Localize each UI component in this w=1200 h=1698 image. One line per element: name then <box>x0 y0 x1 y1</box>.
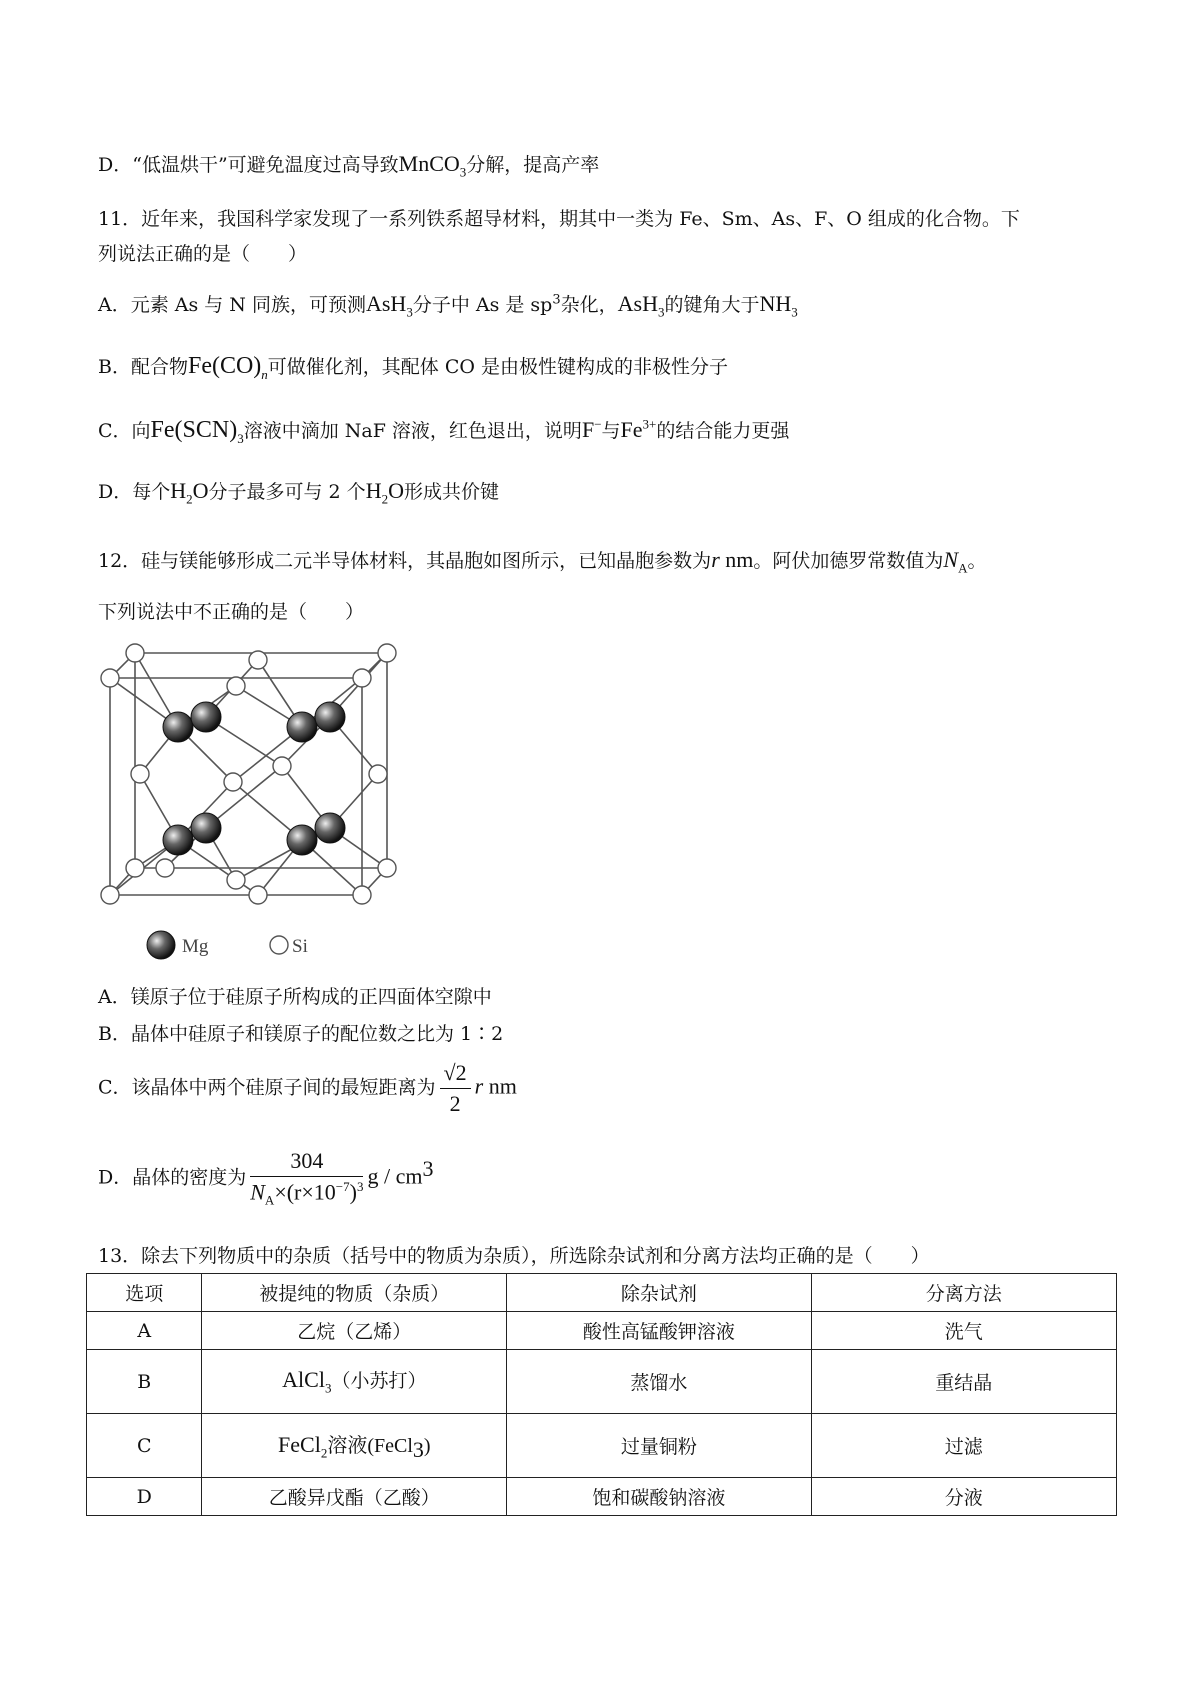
table-row <box>87 1478 1117 1516</box>
q13-table <box>86 1273 1117 1516</box>
mg-atom <box>315 702 345 732</box>
mg-atom <box>315 813 345 843</box>
q12-option-b: B．晶体中硅原子和镁原子的配位数之比为 1∶2 <box>98 1023 504 1045</box>
q12-stem-line1: 12．硅与镁能够形成二元半导体材料，其晶胞如图所示，已知晶胞参数为r nm。阿伏加德罗常数值为$N_A$。 <box>98 547 987 576</box>
si-legend-label: Si <box>292 936 308 957</box>
header-option: 选项 <box>87 1274 202 1312</box>
cell-method: 重结晶 <box>811 1350 1116 1414</box>
mg-legend-label: Mg <box>182 936 209 957</box>
si-atom <box>101 886 119 904</box>
si-atom <box>227 677 245 695</box>
si-atom <box>378 644 396 662</box>
mg-legend-icon <box>147 931 175 959</box>
q11-option-a: A．元素 As 与 N 同族，可预测AsH$_3$分子中 As 是 $sp^3$杂化，AsH$_3$的键角大于$NH_3$ <box>98 291 798 320</box>
si-atom <box>353 886 371 904</box>
si-legend-icon <box>270 936 288 954</box>
si-atom <box>369 765 387 783</box>
header-reagent: 除杂试剂 <box>507 1274 811 1312</box>
mg-atom <box>163 712 193 742</box>
q11-option-c: C．向$Fe(SCN)_3$溶液中滴加 NaF 溶液，红色退出，说明F−与$Fe^{3+}$的结合能力更强 <box>98 416 790 446</box>
si-atom <box>126 644 144 662</box>
cell-method: 分液 <box>811 1478 1116 1516</box>
mg-atom <box>287 825 317 855</box>
si-atom <box>101 669 119 687</box>
cell-reagent: 蒸馏水 <box>507 1350 811 1414</box>
q12-option-c: C．该晶体中两个硅原子间的最短距离为 $\frac{√2}{2}$ r nm <box>98 1060 517 1116</box>
cell-substance: FeCl$_2$溶液(FeCl$_3$) <box>202 1414 507 1478</box>
q11-option-b: B．配合物$Fe(CO)_n$可做催化剂，其配体 CO 是由极性键构成的非极性分子 <box>98 353 728 382</box>
si-atom <box>224 773 242 791</box>
cell-reagent: 饱和碳酸钠溶液 <box>507 1478 811 1516</box>
si-atom <box>273 757 291 775</box>
q13-stem: 13．除去下列物质中的杂质（括号中的物质为杂质），所选除杂试剂和分离方法均正确的是（ ） <box>98 1245 930 1267</box>
q12-option-d: D．晶体的密度为 $\frac{304}{N_A\times(r\times 10^{-7})^3}$ g / $cm^3$ <box>98 1148 434 1208</box>
mnco3-formula: MnCO$_3$ <box>398 151 467 180</box>
si-atom <box>353 669 371 687</box>
table-header-row <box>87 1274 1117 1312</box>
cell-substance: AlCl$_3$（小苏打） <box>202 1350 507 1414</box>
q11-stem-line2: 列说法正确的是（ ） <box>98 243 308 265</box>
si-atom <box>227 871 245 889</box>
cell-option: D <box>87 1478 202 1516</box>
cell-reagent: 过量铜粉 <box>507 1414 811 1478</box>
mg-atom <box>287 712 317 742</box>
table-row <box>87 1312 1117 1350</box>
mg-atom <box>191 702 221 732</box>
mg-atom <box>163 825 193 855</box>
table-row <box>87 1350 1117 1414</box>
cell-option: B <box>87 1350 202 1414</box>
si-atom <box>249 886 267 904</box>
cell-option: C <box>87 1414 202 1478</box>
cell-substance: 乙酸异戊酯（乙酸） <box>202 1478 507 1516</box>
q12-option-a: A．镁原子位于硅原子所构成的正四面体空隙中 <box>98 986 492 1008</box>
si-atom <box>126 859 144 877</box>
q12-stem-line2: 下列说法中不正确的是（ ） <box>98 601 365 623</box>
q11-option-d: D．每个$H_2O$分子最多可与 2 个$H_2O$形成共价键 <box>98 478 499 507</box>
table-row <box>87 1414 1117 1478</box>
q10-option-d-text: D．“低温烘干”可避免温度过高导致 <box>98 154 399 176</box>
crystal-cell-figure <box>96 640 426 960</box>
cell-reagent: 酸性高锰酸钾溶液 <box>507 1312 811 1350</box>
header-method: 分离方法 <box>811 1274 1116 1312</box>
si-atom <box>156 859 174 877</box>
si-atom <box>131 765 149 783</box>
mg-atom <box>191 813 221 843</box>
figure-legend <box>140 925 340 965</box>
cell-option: A <box>87 1312 202 1350</box>
cell-substance: 乙烷（乙烯） <box>202 1312 507 1350</box>
cell-method: 洗气 <box>811 1312 1116 1350</box>
si-atom <box>378 859 396 877</box>
si-atom <box>249 651 267 669</box>
q11-stem-line1: 11．近年来，我国科学家发现了一系列铁系超导材料，期其中一类为 Fe、Sm、As、F、O 组成的化合物。下 <box>98 208 1020 230</box>
cell-method: 过滤 <box>811 1414 1116 1478</box>
header-substance: 被提纯的物质（杂质） <box>202 1274 507 1312</box>
q10-option-d: D．“低温烘干”可避免温度过高导致MnCO$_3$分解，提高产率 <box>98 151 600 180</box>
